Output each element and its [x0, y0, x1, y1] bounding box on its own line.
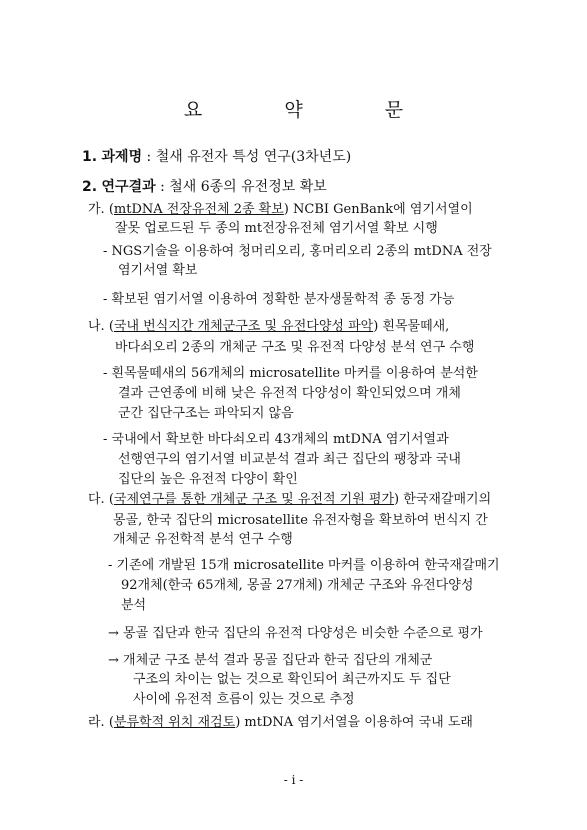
item-da-arrow-1-line-1: → 몽골 집단과 한국 집단의 유전적 다양성은 비슷한 수준으로 평가 [108, 626, 483, 641]
section-1-label: 과제명 [101, 149, 143, 165]
item-ga-bullet-2-line-1: - 확보된 염기서열 이용하여 정확한 분자생물학적 종 동정 가능 [103, 292, 455, 307]
item-na-marker: 나. [88, 319, 105, 334]
item-ga-bullet-1-line-1: - NGS기술을 이용하여 청머리오리, 홍머리오리 2종의 mtDNA 전장 [103, 244, 492, 259]
page-title: 요 약 문 [183, 99, 442, 121]
item-ga-line-2: 잘못 업로드된 두 종의 mt전장유전체 염기서열 확보 시행 [115, 221, 438, 236]
item-ga-bullet-1-line-2: 염기서열 확보 [118, 263, 198, 278]
item-da-bullet-1-line-3: 분석 [121, 598, 147, 613]
item-na-bullet-2-line-1: - 국내에서 확보한 바다쇠오리 43개체의 mtDNA 염기서열과 [103, 432, 449, 447]
item-da-line-1: 다. (국제연구를 통한 개체군 구조 및 유전적 기원 평가) 한국재갈매기의 [88, 492, 492, 507]
item-ga-underlined-title: mtDNA 전장유전체 2종 확보 [113, 202, 284, 217]
item-da-arrow-2-line-1: → 개체군 구조 분석 결과 몽골 집단과 한국 집단의 개체군 [108, 653, 433, 668]
section-1-text: : 철새 유전자 특성 연구(3차년도) [142, 149, 352, 165]
item-ra-line-1: 라. (분류학적 위치 재검토) mtDNA 염기서열을 이용하여 국내 도래 [88, 715, 473, 730]
section-2-number: 2. [82, 179, 98, 195]
item-ga-line-1: 가. (mtDNA 전장유전체 2종 확보) NCBI GenBank에 염기서열이 [88, 202, 473, 217]
item-ra-marker: 라. [88, 715, 105, 730]
item-na-line-1: 나. (국내 번식지간 개체군구조 및 유전다양성 파악) 흰목물떼새, [88, 319, 450, 334]
item-ra-underlined-title: 분류학적 위치 재검토 [113, 715, 236, 730]
item-na-bullet-2-line-3: 집단의 높은 유전적 다양이 확인 [118, 472, 298, 487]
item-da-marker: 다. [88, 492, 105, 507]
page-number: - i - [283, 773, 304, 787]
item-da-arrow-2-line-2: 구조의 차이는 없는 것으로 확인되어 최근까지도 두 집단 [133, 672, 451, 687]
item-da-line-3: 개체군 유전학적 분석 연구 수행 [113, 532, 293, 547]
item-na-line-2: 바다쇠오리 2종의 개체군 구조 및 유전적 다양성 분석 연구 수행 [115, 340, 475, 355]
item-na-bullet-1-line-2: 결과 근연종에 비해 낮은 유전적 다양성이 확인되었으며 개체 [118, 386, 461, 401]
item-na-underlined-title: 국내 번식지간 개체군구조 및 유전다양성 파악 [113, 319, 374, 334]
item-da-arrow-2-line-3: 사이에 유전적 흐름이 있는 것으로 추정 [133, 692, 355, 707]
section-1-heading [82, 148, 351, 166]
item-da-bullet-1-line-1: - 기존에 개발된 15개 microsatellite 마커를 이용하여 한국재갈매기 [108, 558, 500, 573]
item-da-line-2: 몽골, 한국 집단의 microsatellite 유전자형을 확보하여 번식지 간 [113, 513, 488, 528]
item-na-bullet-2-line-2: 선행연구의 염기서열 비교분석 결과 최근 집단의 팽창과 국내 [118, 452, 461, 467]
section-1-number: 1. [82, 149, 98, 165]
item-na-bullet-1-line-3: 군간 집단구조는 파악되지 않음 [118, 406, 294, 421]
section-2-text: : 철새 6종의 유전정보 확보 [155, 179, 327, 195]
item-da-underlined-title: 국제연구를 통한 개체군 구조 및 유전적 기원 평가 [113, 492, 395, 507]
section-2-label: 연구결과 [101, 179, 156, 195]
section-2-heading [82, 178, 327, 196]
item-da-bullet-1-line-2: 92개체(한국 65개체, 몽골 27개체) 개체군 구조와 유전다양성 [121, 578, 474, 593]
item-na-bullet-1-line-1: - 흰목물떼새의 56개체의 microsatellite 마커를 이용하여 분석한 [103, 366, 478, 381]
item-ga-marker: 가. [88, 202, 105, 217]
